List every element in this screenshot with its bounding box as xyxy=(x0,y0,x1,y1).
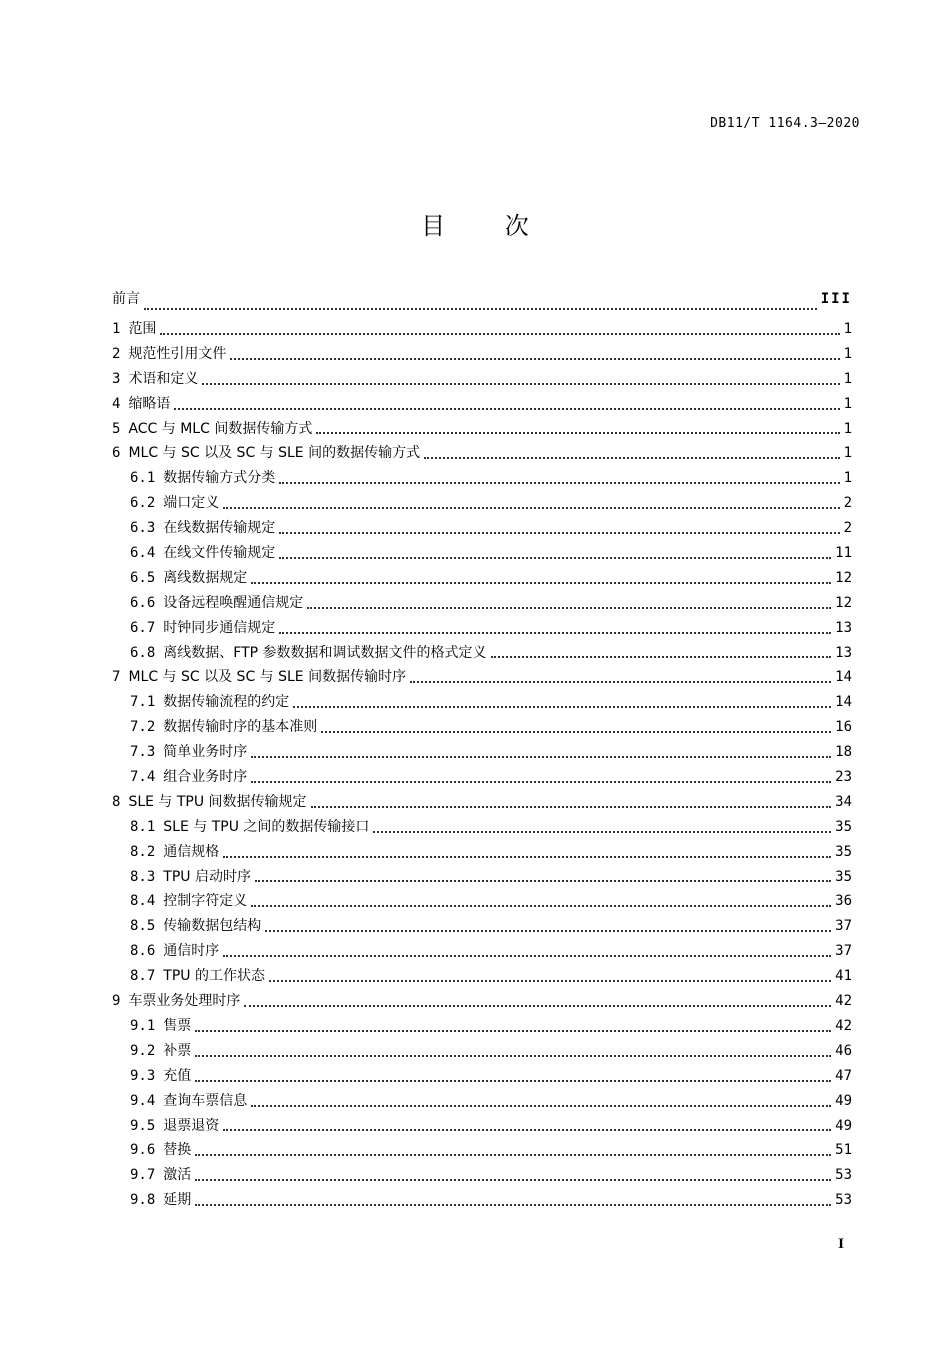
toc-entry[interactable] xyxy=(112,989,852,1014)
toc-entry-title: 时钟同步通信规定 xyxy=(163,619,276,636)
toc-entry-page: 51 xyxy=(835,1142,852,1159)
toc-entry[interactable] xyxy=(112,1039,852,1064)
toc-entry-number: 6 xyxy=(112,445,121,462)
toc-entry-page: 49 xyxy=(835,1092,852,1109)
toc-entry-title: 在线数据传输规定 xyxy=(163,520,276,537)
toc-entry-page: 41 xyxy=(835,968,852,985)
toc-entry-title: 简单业务时序 xyxy=(163,744,248,761)
dot-leader xyxy=(251,905,831,907)
toc-entry-number: 9.4 xyxy=(130,1092,156,1109)
toc-entry-number: 7.2 xyxy=(130,719,156,736)
dot-leader xyxy=(195,1080,831,1082)
toc-entry-number: 1 xyxy=(112,321,121,337)
toc-entry-title: 缩略语 xyxy=(128,395,171,412)
dot-leader xyxy=(202,383,839,385)
toc-entry[interactable] xyxy=(112,417,852,442)
toc-entry[interactable] xyxy=(112,516,852,541)
toc-entry-page: 42 xyxy=(835,1017,852,1034)
dot-leader xyxy=(424,457,839,459)
dot-leader xyxy=(255,880,831,882)
table-of-contents xyxy=(112,287,852,1213)
toc-entry-number: 6.3 xyxy=(130,520,156,537)
toc-entry[interactable] xyxy=(112,342,852,367)
toc-entry[interactable] xyxy=(112,367,852,392)
toc-entry-title: 通信时序 xyxy=(163,943,220,960)
toc-entry-page: 53 xyxy=(835,1167,852,1184)
toc-entry-page: 14 xyxy=(835,694,852,711)
toc-entry[interactable] xyxy=(112,466,852,491)
dot-leader xyxy=(251,582,831,584)
toc-entry[interactable] xyxy=(112,815,852,840)
dot-leader xyxy=(251,756,831,758)
toc-entry[interactable] xyxy=(112,740,852,765)
toc-entry-page: 53 xyxy=(835,1192,852,1209)
toc-entry-page: 35 xyxy=(835,818,852,835)
toc-entry-title: 延期 xyxy=(163,1192,192,1209)
toc-entry[interactable] xyxy=(112,1188,852,1213)
toc-entry-number: 6.4 xyxy=(130,545,156,562)
toc-entry-page: 1 xyxy=(843,395,852,412)
dot-leader xyxy=(316,432,839,434)
document-code: DB11/T 1164.3—2020 xyxy=(710,116,860,131)
toc-entry-page: 1 xyxy=(843,345,852,362)
toc-entry-title: 前言 xyxy=(112,291,140,307)
dot-leader xyxy=(265,930,831,932)
toc-entry-number: 7 xyxy=(112,669,121,686)
toc-entry[interactable] xyxy=(112,1089,852,1114)
dot-leader xyxy=(144,308,817,310)
dot-leader xyxy=(160,333,839,335)
dot-leader xyxy=(293,706,831,708)
page-title: 目 次 xyxy=(421,212,555,240)
toc-entry-number: 9.8 xyxy=(130,1192,156,1209)
toc-entry-page: 1 xyxy=(843,420,852,437)
toc-entry[interactable] xyxy=(112,690,852,715)
dot-leader xyxy=(279,532,839,534)
toc-entry[interactable] xyxy=(112,1114,852,1139)
toc-entry-title: 补票 xyxy=(163,1042,192,1059)
toc-entry-page: 18 xyxy=(835,744,852,761)
toc-entry[interactable] xyxy=(112,491,852,516)
dot-leader xyxy=(311,806,832,808)
dot-leader xyxy=(223,1129,831,1131)
dot-leader xyxy=(321,731,831,733)
dot-leader xyxy=(373,831,831,833)
toc-entry-page: 34 xyxy=(835,793,852,810)
toc-entry-page: 23 xyxy=(835,769,852,786)
toc-entry-title: ACC 与 MLC 间数据传输方式 xyxy=(128,420,313,437)
toc-entry-title: 充值 xyxy=(163,1067,192,1084)
toc-entry[interactable] xyxy=(112,392,852,417)
toc-entry-number: 8.4 xyxy=(130,893,156,910)
toc-entry-number: 8 xyxy=(112,793,121,810)
dot-leader xyxy=(251,781,831,783)
toc-entry-number: 8.7 xyxy=(130,968,156,985)
toc-entry[interactable] xyxy=(112,1138,852,1163)
page-number: I xyxy=(838,1236,844,1252)
toc-entry-page: 47 xyxy=(835,1067,852,1084)
toc-entry[interactable] xyxy=(112,566,852,591)
toc-entry-page: 1 xyxy=(843,370,852,387)
toc-entry-title: MLC 与 SC 以及 SC 与 SLE 间数据传输时序 xyxy=(128,669,407,686)
toc-entry-number: 6.1 xyxy=(130,470,156,487)
toc-entry-title: 范围 xyxy=(128,321,157,337)
toc-entry-number: 9.1 xyxy=(130,1017,156,1034)
toc-entry-page: 13 xyxy=(835,644,852,661)
toc-entry[interactable] xyxy=(112,840,852,865)
toc-entry-number: 6.8 xyxy=(130,644,156,661)
toc-entry[interactable] xyxy=(112,715,852,740)
toc-entry[interactable] xyxy=(112,591,852,616)
dot-leader xyxy=(195,1179,831,1181)
toc-entry[interactable] xyxy=(112,865,852,890)
toc-entry-page: 16 xyxy=(835,719,852,736)
toc-entry-title: 组合业务时序 xyxy=(163,769,248,786)
toc-entry-number: 7.3 xyxy=(130,744,156,761)
toc-entry-title: 传输数据包结构 xyxy=(163,918,262,935)
toc-entry-number: 8.3 xyxy=(130,868,156,885)
toc-entry-number: 9.2 xyxy=(130,1042,156,1059)
toc-entry-title: 术语和定义 xyxy=(128,370,199,387)
toc-entry-page: 42 xyxy=(835,993,852,1010)
dot-leader xyxy=(410,681,831,683)
dot-leader xyxy=(223,856,831,858)
toc-entry-title: 激活 xyxy=(163,1167,192,1184)
dot-leader xyxy=(244,1005,831,1007)
toc-entry-title: 数据传输方式分类 xyxy=(163,470,276,487)
toc-entry-title: 数据传输时序的基本准则 xyxy=(163,719,318,736)
toc-entry-title: TPU 的工作状态 xyxy=(163,968,265,985)
toc-entry-page: 2 xyxy=(843,520,852,537)
toc-entry-number: 8.1 xyxy=(130,818,156,835)
toc-entry-title: 设备远程唤醒通信规定 xyxy=(163,594,304,611)
toc-entry-number: 6.6 xyxy=(130,594,156,611)
dot-leader xyxy=(195,1055,831,1057)
toc-entry-title: 退票退资 xyxy=(163,1117,220,1134)
toc-entry-number: 7.4 xyxy=(130,769,156,786)
toc-entry-page: 37 xyxy=(835,943,852,960)
dot-leader xyxy=(230,358,839,360)
toc-entry-page: 1 xyxy=(843,445,852,462)
dot-leader xyxy=(251,1105,831,1107)
toc-entry-title: 端口定义 xyxy=(163,495,220,512)
toc-entry-page: 37 xyxy=(835,918,852,935)
toc-entry-number: 9.3 xyxy=(130,1067,156,1084)
toc-entry-number: 9.6 xyxy=(130,1142,156,1159)
toc-entry-title: 离线数据规定 xyxy=(163,569,248,586)
toc-entry[interactable] xyxy=(112,939,852,964)
toc-entry-number: 4 xyxy=(112,395,121,412)
toc-entry[interactable] xyxy=(112,765,852,790)
toc-entry-title: 售票 xyxy=(163,1017,192,1034)
toc-entry-page: 1 xyxy=(843,321,852,337)
dot-leader xyxy=(174,408,839,410)
toc-entry-number: 7.1 xyxy=(130,694,156,711)
toc-entry[interactable] xyxy=(112,541,852,566)
dot-leader xyxy=(307,607,831,609)
toc-entry[interactable] xyxy=(112,914,852,939)
toc-entry-number: 9 xyxy=(112,993,121,1010)
toc-entry-title: 在线文件传输规定 xyxy=(163,545,276,562)
toc-entry-page: 2 xyxy=(843,495,852,512)
toc-entry-page: III xyxy=(820,291,852,307)
toc-entry-title: SLE 与 TPU 间数据传输规定 xyxy=(128,793,307,810)
toc-entry-number: 8.2 xyxy=(130,843,156,860)
toc-entry[interactable] xyxy=(112,889,852,914)
toc-entry-page: 12 xyxy=(835,569,852,586)
toc-entry-title: 替换 xyxy=(163,1142,192,1159)
toc-entry[interactable] xyxy=(112,964,852,989)
toc-entry-number: 5 xyxy=(112,420,121,437)
toc-entry[interactable] xyxy=(112,665,852,690)
toc-entry-page: 13 xyxy=(835,619,852,636)
dot-leader xyxy=(195,1030,831,1032)
dot-leader xyxy=(223,507,839,509)
dot-leader xyxy=(195,1154,831,1156)
toc-entry-title: TPU 启动时序 xyxy=(163,868,251,885)
toc-entry[interactable] xyxy=(112,790,852,815)
toc-entry[interactable] xyxy=(112,317,852,342)
dot-leader xyxy=(279,557,831,559)
dot-leader xyxy=(279,482,839,484)
toc-entry[interactable] xyxy=(112,616,852,641)
toc-entry-title: 离线数据、FTP 参数数据和调试数据文件的格式定义 xyxy=(163,644,487,661)
toc-entry-title: 车票业务处理时序 xyxy=(128,993,241,1010)
toc-entry-page: 49 xyxy=(835,1117,852,1134)
dot-leader xyxy=(279,632,831,634)
toc-entry-title: 控制字符定义 xyxy=(163,893,248,910)
toc-entry-title: SLE 与 TPU 之间的数据传输接口 xyxy=(163,818,370,835)
toc-entry-number: 9.7 xyxy=(130,1167,156,1184)
toc-entry-number: 8.6 xyxy=(130,943,156,960)
toc-entry-page: 46 xyxy=(835,1042,852,1059)
toc-entry-page: 35 xyxy=(835,843,852,860)
toc-entry[interactable] xyxy=(112,641,852,666)
toc-entry-number: 8.5 xyxy=(130,918,156,935)
toc-entry-title: MLC 与 SC 以及 SC 与 SLE 间的数据传输方式 xyxy=(128,445,421,462)
toc-entry-page: 11 xyxy=(835,545,852,562)
toc-entry[interactable] xyxy=(112,1014,852,1039)
toc-entry-title: 规范性引用文件 xyxy=(128,345,227,362)
toc-entry-number: 9.5 xyxy=(130,1117,156,1134)
toc-entry[interactable] xyxy=(112,1064,852,1089)
toc-entry-number: 6.5 xyxy=(130,569,156,586)
toc-entry-page: 35 xyxy=(835,868,852,885)
toc-entry-title: 查询车票信息 xyxy=(163,1092,248,1109)
dot-leader xyxy=(223,955,831,957)
toc-entry-page: 12 xyxy=(835,594,852,611)
toc-entry-number: 2 xyxy=(112,345,121,362)
toc-entry-number: 6.7 xyxy=(130,619,156,636)
dot-leader xyxy=(269,980,831,982)
dot-leader xyxy=(491,656,832,658)
toc-entry-page: 36 xyxy=(835,893,852,910)
toc-entry-title: 通信规格 xyxy=(163,843,220,860)
toc-entry[interactable] xyxy=(112,441,852,466)
toc-entry[interactable] xyxy=(112,1163,852,1188)
toc-entry[interactable] xyxy=(112,287,852,317)
toc-entry-number: 6.2 xyxy=(130,495,156,512)
toc-entry-page: 1 xyxy=(843,470,852,487)
dot-leader xyxy=(195,1204,831,1206)
toc-entry-page: 14 xyxy=(835,669,852,686)
toc-entry-number: 3 xyxy=(112,370,121,387)
toc-entry-title: 数据传输流程的约定 xyxy=(163,694,290,711)
